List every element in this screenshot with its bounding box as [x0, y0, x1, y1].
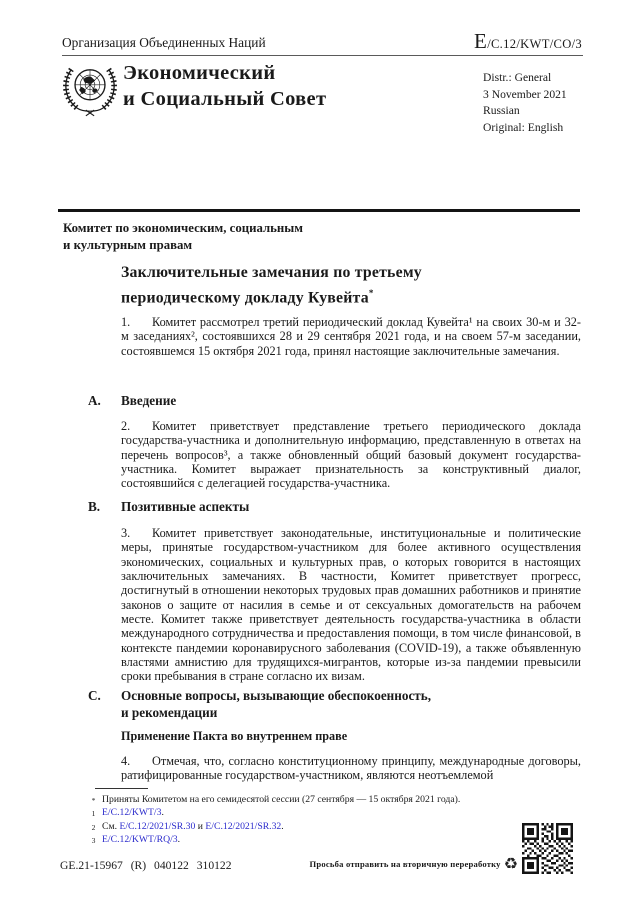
section-title: Позитивные аспекты — [121, 499, 250, 514]
paragraph-text: Комитет приветствует законодательные, институциональные и политические меры, принятые государством-участником для более активного осуществления экономических, социальных и культурных прав, о которых говорится в настоящих заключительных замечаниях. В частности, Комитет приветствует прогресс, достигнутый в отношении некоторых трудовых прав домашних работников и принятие законов о защите от насилия в семье и от сексуальных домогательств на рабочем месте. Комитет также приветствует деятельность государства-участника в области международного сотрудничества и предоставления помощи, в том числе финансовой, в контексте пандемии коронавирусного заболевания (COVID-19), а также объявленную властями амнистию для трудящихся-мигрантов, которые из-за пандемии превысили сроки пребывания в стране согласно их визам. — [121, 526, 581, 684]
original-line: Original: English — [483, 120, 564, 134]
footnote-3: 3 E/C.12/KWT/RQ/3. — [85, 834, 567, 847]
council-title — [123, 60, 326, 112]
section-letter: B. — [88, 499, 101, 514]
paragraph-number: 2. — [121, 419, 131, 433]
document-symbol — [474, 29, 582, 54]
paragraph-4 — [121, 754, 581, 783]
header-rule — [62, 55, 583, 56]
paragraph-text: Отмечая, что, согласно конституционному принципу, международные договоры, ратифицированные государством-участником, являются неотъемлемой — [121, 754, 581, 783]
qr-code — [522, 823, 573, 874]
footnote-separator — [95, 788, 148, 789]
recycle-text: Просьба отправить на вторичную переработку — [309, 859, 501, 869]
committee-line2: и культурным правам — [63, 237, 193, 252]
footnote-1: 1 E/C.12/KWT/3. — [85, 807, 567, 820]
document-link[interactable]: E/C.12/2021/SR.32 — [205, 820, 282, 832]
paragraph-number: 1. — [121, 315, 131, 329]
ge-document-number: GE.21-15967 (R) 040122 310122 — [60, 859, 232, 872]
title-line2: периодическому докладу Кувейта* — [121, 288, 374, 307]
symbol-letter: E — [474, 29, 488, 53]
council-title-line1: Экономический — [123, 62, 276, 84]
recycle-icon: ♻ — [503, 854, 518, 873]
section-c-heading — [88, 687, 431, 721]
document-link[interactable]: E/C.12/2021/SR.30 — [119, 820, 196, 832]
recycle-note — [310, 856, 518, 872]
paragraph-1 — [121, 315, 581, 358]
section-a-heading — [88, 392, 176, 409]
date-line: 3 November 2021 — [483, 87, 567, 101]
distr-line: Distr.: General — [483, 71, 552, 84]
document-link[interactable]: E/C.12/KWT/3 — [102, 807, 162, 819]
document-link[interactable]: E/C.12/KWT/RQ/3 — [102, 833, 178, 845]
title-footnote-marker: * — [368, 288, 374, 298]
footnote-marker: 3 — [91, 835, 96, 845]
title-line1: Заключительные замечания по третьему — [121, 264, 422, 281]
un-emblem-icon — [59, 61, 121, 119]
footnote-2: 2 См. E/C.12/2021/SR.30 и E/C.12/2021/SR.32. — [85, 821, 567, 834]
org-name: Организация Объединенных Наций — [62, 35, 266, 50]
document-title — [121, 262, 422, 308]
distribution-block — [483, 70, 567, 136]
committee-name — [63, 220, 303, 253]
section-b-heading — [88, 498, 249, 515]
symbol-rest: /C.12/KWT/CO/3 — [487, 37, 582, 51]
paragraph-number: 4. — [121, 754, 131, 768]
section-divider-rule — [58, 209, 580, 212]
subsection-heading: Применение Пакта во внутреннем праве — [121, 729, 348, 743]
paragraph-text: Комитет приветствует представление третьего периодического доклада государства-участника и дополнительную информацию, представленную в ответах на перечень вопросов³, а также обновленный общий базовый документ государства-участника. Комитет выражает признательность за конструктивный диалог, состоявшийся с делегацией государства-участника. — [121, 419, 581, 491]
footnotes — [85, 794, 567, 847]
section-title: Введение — [121, 393, 177, 408]
footnote-marker: * — [91, 796, 96, 805]
footnote-marker: 2 — [91, 822, 96, 832]
footnote-text: Приняты Комитетом на его семидесятой сессии (27 сентября — 15 октября 2021 года). — [102, 794, 461, 805]
section-letter: C. — [88, 688, 101, 703]
paragraph-text: Комитет рассмотрел третий периодический доклад Кувейта¹ на своих 30-м и 32-м заседаниях², состоявшихся 28 и 29 сентября 2021 года, и на своем 57-м заседании, состоявшемся 15 октября 2021 года, принял настоящие заключительные замечания. — [121, 315, 581, 358]
section-letter: A. — [88, 393, 101, 408]
paragraph-3 — [121, 526, 581, 684]
section-title: Основные вопросы, вызывающие обеспокоенность, и рекомендации — [121, 688, 432, 720]
language-line: Russian — [483, 104, 520, 118]
footnote-star — [85, 794, 567, 807]
footnote-marker: 1 — [91, 809, 96, 819]
committee-line1: Комитет по экономическим, социальным — [63, 221, 304, 235]
council-title-line2: и Социальный Совет — [123, 88, 327, 110]
paragraph-number: 3. — [121, 526, 131, 540]
paragraph-2 — [121, 419, 581, 491]
